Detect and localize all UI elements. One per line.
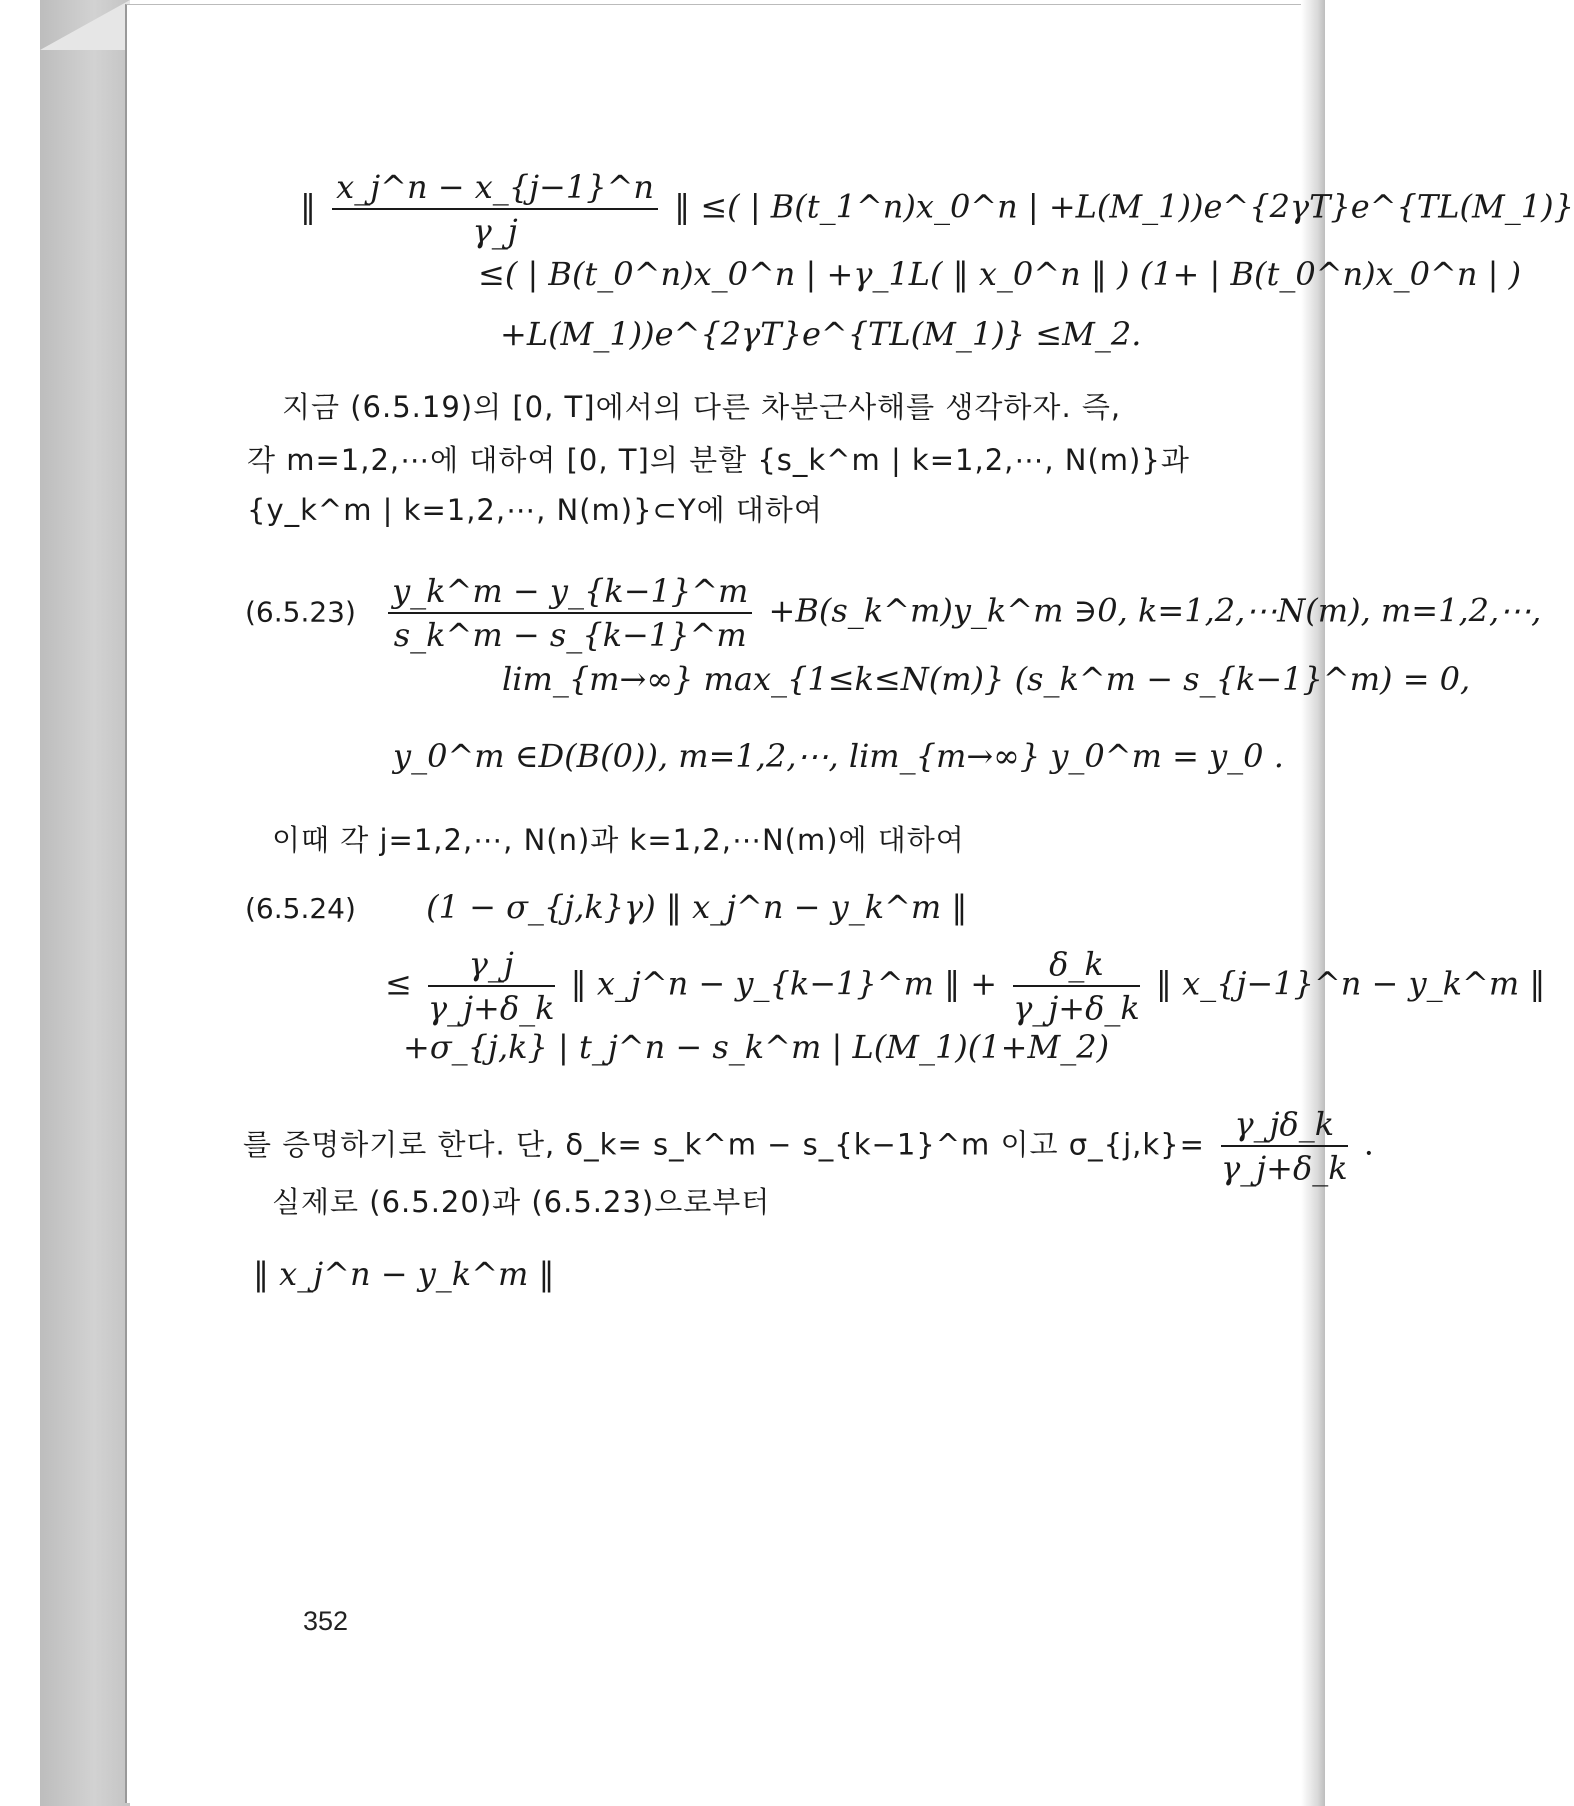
fraction-numerator: δ_k	[1013, 945, 1140, 987]
paragraph-line	[243, 1105, 1374, 1187]
equation-middle: ‖ x_j^n − y_{k−1}^m ‖ +	[570, 964, 998, 1003]
fraction-numerator: x_j^n − x_{j−1}^n	[332, 168, 658, 210]
equation-line-1	[300, 168, 1574, 250]
norm-expression: ‖ x_j^n − y_k^m ‖	[253, 1255, 555, 1293]
paragraph-text: 를 증명하기로 한다. 단, δ_k= s_k^m − s_{k−1}^m 이고 σ_{j,k}=	[243, 1127, 1205, 1162]
paragraph-line: 각 m=1,2,⋯에 대하여 [0, T]의 분할 {s_k^m | k=1,2,⋯, N(m)}과	[247, 443, 1190, 477]
fraction-denominator: γ_j+δ_k	[1221, 1149, 1348, 1187]
equation-line-2: ≤( | B(t_0^n)x_0^n | +γ_1L( ‖ x_0^n ‖ ) (1+ | B(t_0^n)x_0^n | )	[478, 255, 1522, 293]
fraction	[332, 168, 658, 250]
norm-open: ‖	[300, 187, 316, 226]
period: .	[1363, 1124, 1374, 1163]
equation-limit: lim_{m→∞} max_{1≤k≤N(m)} (s_k^m − s_{k−1}^m) = 0,	[502, 660, 1471, 698]
paragraph-line: 이때 각 j=1,2,⋯, N(n)과 k=1,2,⋯N(m)에 대하여	[272, 823, 965, 857]
fraction	[1221, 1105, 1348, 1187]
book-spine	[40, 0, 130, 1806]
equation-6-5-23	[245, 572, 1541, 654]
fraction-numerator: γ_jδ_k	[1221, 1105, 1348, 1147]
equation-rhs: +B(s_k^m)y_k^m ∋0, k=1,2,⋯N(m), m=1,2,⋯,	[768, 591, 1542, 630]
equation-6-5-24	[245, 888, 967, 926]
fraction	[428, 945, 555, 1027]
equation-rhs: ‖ ≤( | B(t_1^n)x_0^n | +L(M_1))e^{2γT}e^{TL(M_1)}	[674, 187, 1574, 226]
equation-initial: y_0^m ∈D(B(0)), m=1,2,⋯, lim_{m→∞} y_0^m = y_0 .	[393, 737, 1284, 775]
fraction-numerator: y_k^m − y_{k−1}^m	[388, 572, 752, 614]
fraction-denominator: γ_j+δ_k	[1013, 989, 1140, 1027]
equation-label: (6.5.24)	[245, 892, 356, 925]
fraction-denominator: γ_j	[472, 212, 518, 250]
fraction-denominator: s_k^m − s_{k−1}^m	[393, 616, 747, 654]
fraction-numerator: γ_j	[428, 945, 555, 987]
paragraph-line: {y_k^m | k=1,2,⋯, N(m)}⊂Y에 대하여	[247, 493, 823, 527]
fraction	[1013, 945, 1140, 1027]
equation-6-5-24-line-2	[385, 945, 1545, 1027]
page-number: 352	[303, 1606, 349, 1636]
less-equal: ≤	[385, 964, 412, 1003]
equation-label: (6.5.23)	[245, 595, 356, 629]
equation-end: ‖ x_{j−1}^n − y_k^m ‖	[1155, 964, 1546, 1003]
fraction	[388, 572, 752, 654]
equation-6-5-24-line-3: +σ_{j,k} | t_j^n − s_k^m | L(M_1)(1+M_2)	[403, 1028, 1110, 1066]
paragraph-line: 실제로 (6.5.20)과 (6.5.23)으로부터	[272, 1185, 771, 1219]
paragraph-line: 지금 (6.5.19)의 [0, T]에서의 다른 차분근사해를 생각하자. 즉,	[282, 390, 1122, 424]
equation-lhs: (1 − σ_{j,k}γ) ‖ x_j^n − y_k^m ‖	[426, 888, 968, 926]
equation-line-3: +L(M_1))e^{2γT}e^{TL(M_1)} ≤M_2.	[500, 315, 1142, 353]
fraction-denominator: γ_j+δ_k	[427, 989, 555, 1027]
